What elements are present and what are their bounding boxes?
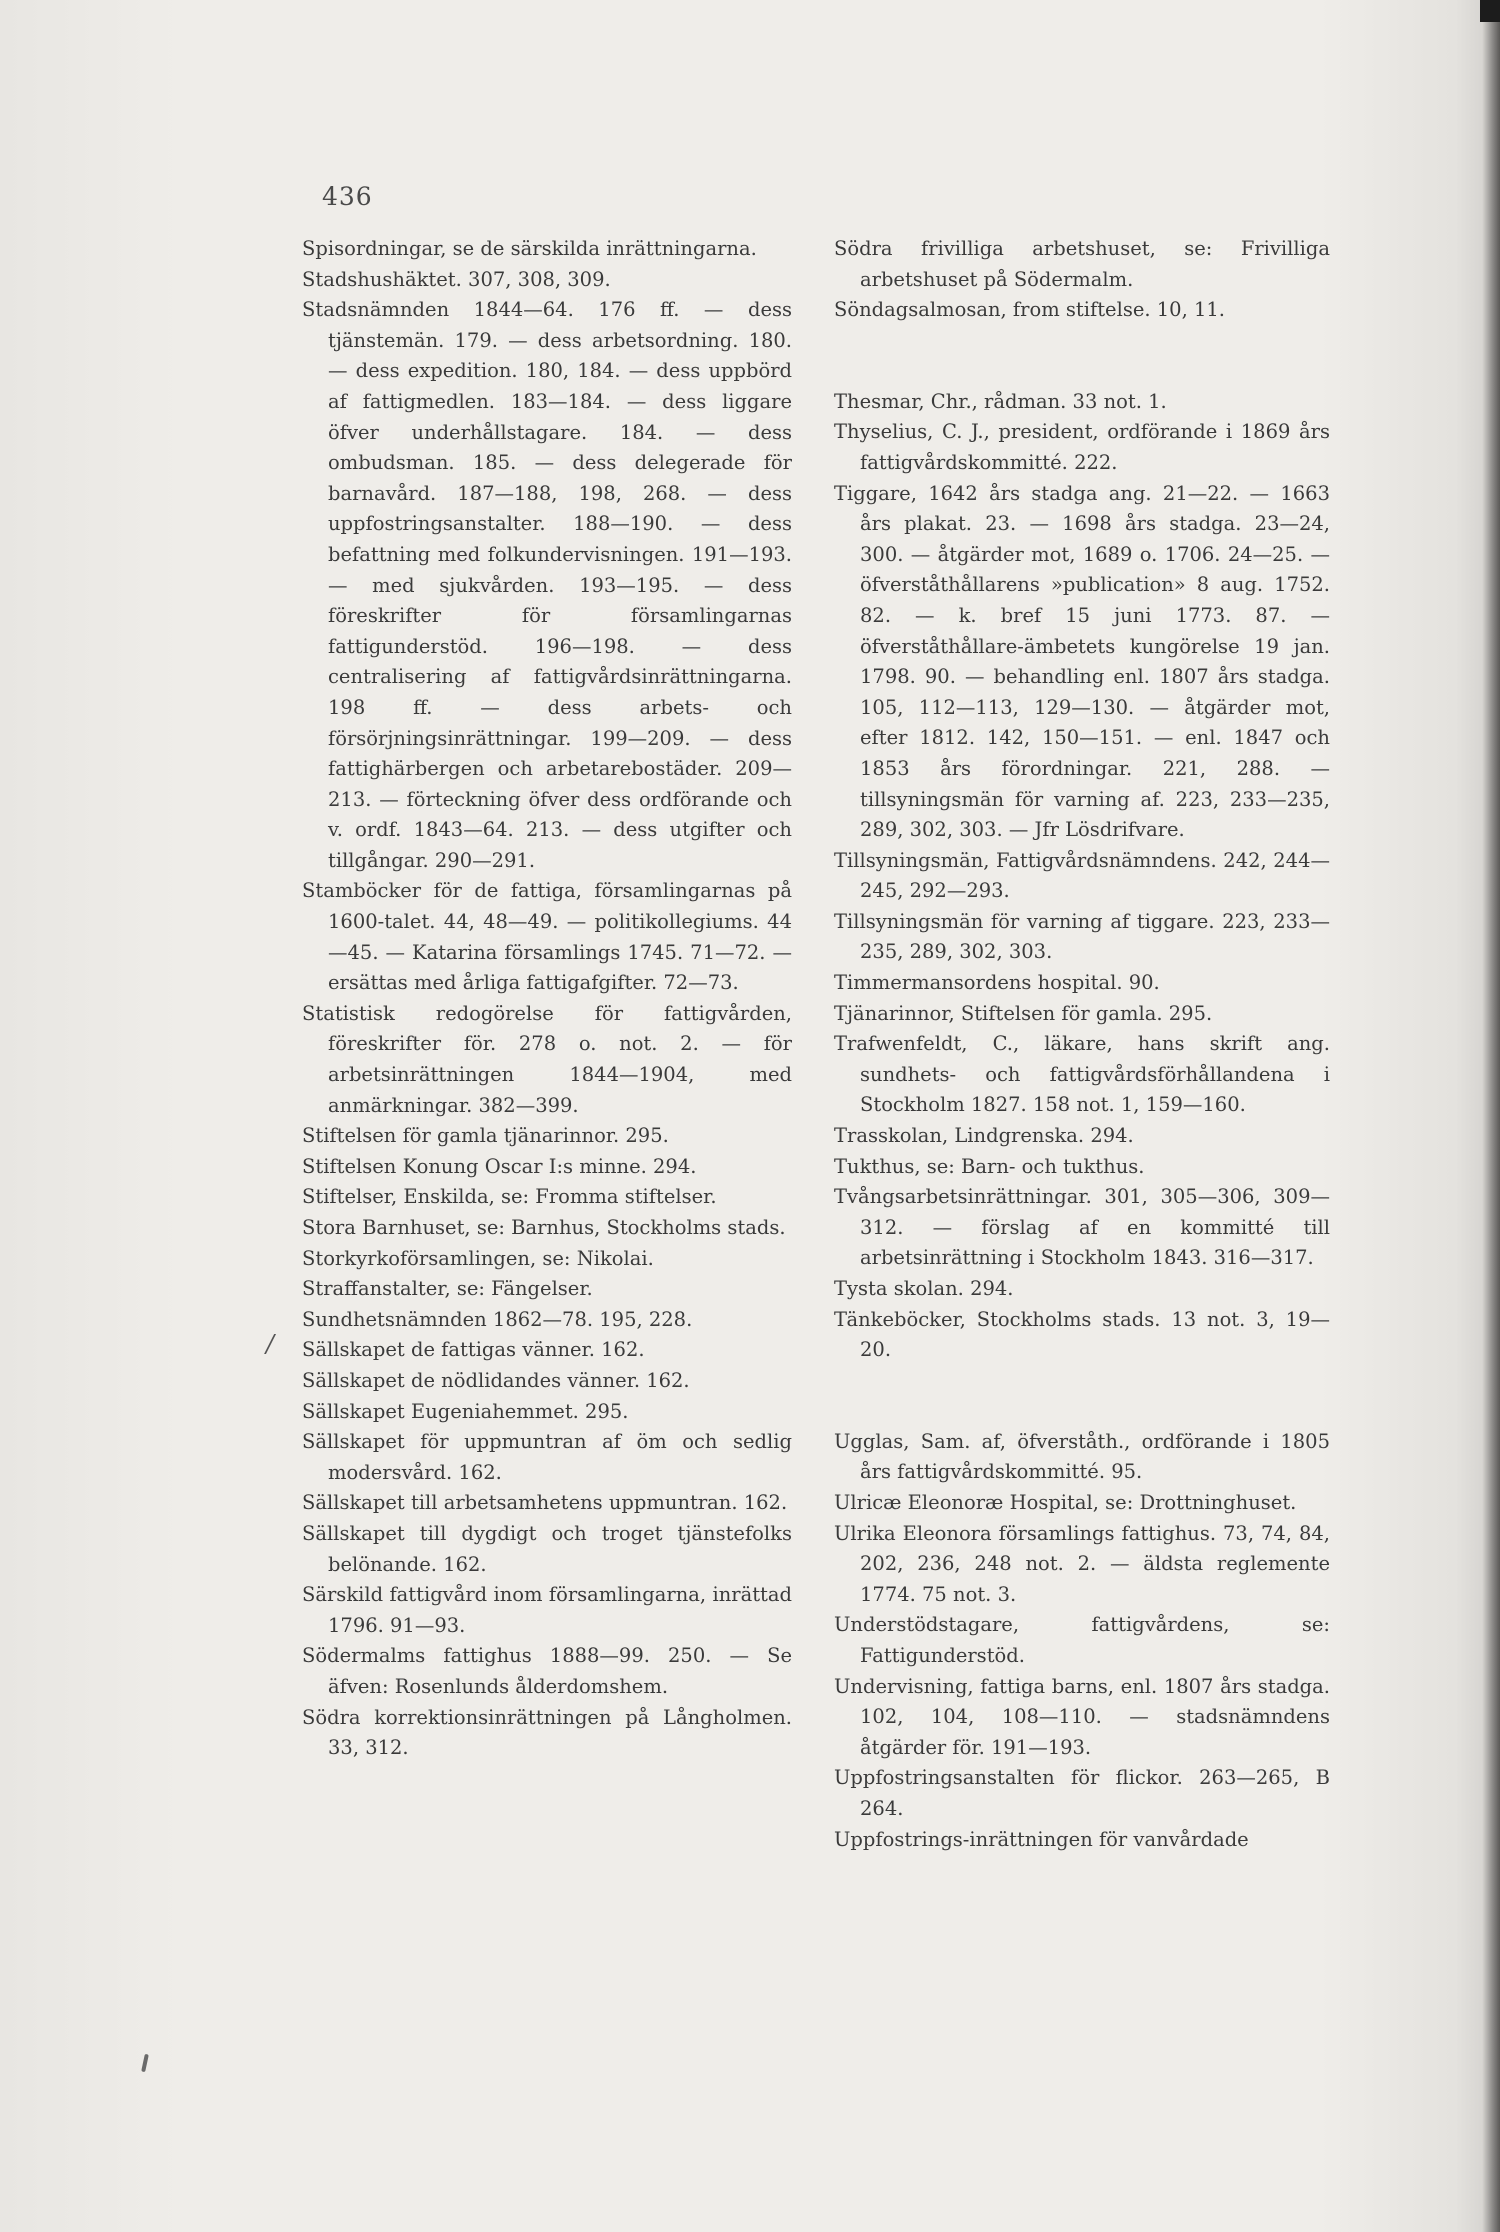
index-entry: Södra korrektionsinrättningen på Långholmen. 33, 312. [302, 1705, 792, 1760]
index-entry: Stiftelsen för gamla tjänarinnor. 295. [302, 1124, 669, 1148]
index-entry: Storkyrkoförsamlingen, se: Nikolai. [302, 1246, 654, 1270]
index-entry: Understödstagare, fattigvårdens, se: Fattigunderstöd. [834, 1613, 1330, 1667]
index-entry: Trafwenfeldt, C., läkare, hans skrift ang. sundhets- och fattigvårdsförhållandena i Stockholm 1827. 158 not. 1, 159—160. [834, 1032, 1330, 1117]
index-entry: Uppfostringsanstalten för flickor. 263—265, B 264. [834, 1766, 1330, 1820]
index-entry: Stiftelser, Enskilda, se: Fromma stiftelser. [302, 1185, 717, 1209]
index-entry: Statistisk redogörelse för fattigvården, föreskrifter för. 278 o. not. 2. — för arbetsinrättningen 1844—1904, med anmärkningar. 382—399. [302, 1001, 792, 1117]
index-entry: Söndagsalmosan, from stiftelse. 10, 11. [834, 298, 1225, 322]
index-entry: Stadshushäktet. 307, 308, 309. [302, 267, 611, 291]
index-entry: Tysta skolan. 294. [834, 1277, 1014, 1300]
index-entry: Sällskapet till arbetsamhetens uppmuntran. 162. [302, 1491, 788, 1515]
index-column-right [834, 234, 1330, 1855]
index-entry: Ugglas, Sam. af, öfverståth., ordförande i 1805 års fattigvårdskommitté. 95. [834, 1429, 1330, 1484]
page-edge-shadow [1482, 0, 1500, 2232]
index-entry: Sundhetsnämnden 1862—78. 195, 228. [302, 1307, 693, 1331]
index-entry: Tänkeböcker, Stockholms stads. 13 not. 3, 19—20. [834, 1307, 1330, 1362]
index-entry: Trasskolan, Lindgrenska. 294. [834, 1124, 1134, 1148]
index-entry: Särskild fattigvård inom församlingarna, inrättad 1796. 91—93. [302, 1583, 792, 1637]
index-entry: Sällskapet de fattigas vänner. 162. [302, 1338, 645, 1362]
index-entry: Thyselius, C. J., president, ordförande i 1869 års fattigvårdskommitté. 222. [834, 420, 1330, 474]
index-column-left [302, 234, 792, 1764]
index-entry: Sällskapet för uppmuntran af öm och sedlig modersvård. 162. [302, 1430, 792, 1484]
index-entry: Uppfostrings-inrättningen för vanvårdade [834, 1827, 1249, 1851]
ink-speck [141, 2054, 149, 2072]
page-number: 436 [322, 182, 373, 211]
index-entry: Sällskapet till dygdigt och troget tjänstefolks belönande. 162. [302, 1521, 792, 1576]
index-entry: Tillsyningsmän, Fattigvårdsnämndens. 242, 244—245, 292—293. [834, 848, 1330, 903]
index-entry: Ulricæ Eleonoræ Hospital, se: Drottninghuset. [834, 1490, 1297, 1514]
scan-corner [1480, 0, 1500, 22]
index-entry: Sällskapet de nödlidandes vänner. 162. [302, 1368, 690, 1392]
index-entry: Tukthus, se: Barn- och tukthus. [834, 1154, 1145, 1178]
index-entry: Södra frivilliga arbetshuset, se: Frivilliga arbetshuset på Södermalm. [834, 237, 1330, 291]
index-entry: Stiftelsen Konung Oscar I:s minne. 294. [302, 1154, 697, 1178]
index-entry: Stamböcker för de fattiga, församlingarnas på 1600-talet. 44, 48—49. — politikollegiums. 44—45. — Katarina församlings 1745. 71—72. — ersättas med årliga fattigafgifter. 72—73. [302, 879, 792, 995]
index-entry: Tjänarinnor, Stiftelsen för gamla. 295. [834, 1001, 1213, 1025]
index-entry: Tvångsarbetsinrättningar. 301, 305—306, 309—312. — förslag af en kommitté till arbetsinrättning i Stockholm 1843. 316—317. [834, 1185, 1330, 1270]
index-entry: Timmermansordens hospital. 90. [834, 971, 1160, 995]
margin-annotation: / [266, 1330, 275, 1358]
index-entry: Tiggare, 1642 års stadga ang. 21—22. — 1663 års plakat. 23. — 1698 års stadga. 23—24, 300. — åtgärder mot, 1689 o. 1706. 24—25. — öfverståthållarens »publication» 8 aug. 1752. 82. — k. bref 15 juni 1773. 87. — öfverståthållare-ämbetets kungörelse 19 jan. 1798. 90. — behandling enl. 1807 års stadga. 105, 112—113, 129—130. — åtgärder mot, efter 1812. 142, 150—151. — enl. 1847 och 1853 års förordningar. 221, 288. — tillsyningsmän för varning af. 223, 233—235, 289, 302, 303. — Jfr Lösdrifvare. [834, 481, 1330, 842]
index-entry: Tillsyningsmän för varning af tiggare. 223, 233—235, 289, 302, 303. [834, 909, 1330, 964]
index-entry: Spisordningar, se de särskilda inrättningarna. [302, 237, 757, 260]
index-entry: Undervisning, fattiga barns, enl. 1807 års stadga. 102, 104, 108—110. — stadsnämndens åtgärder för. 191—193. [834, 1674, 1330, 1759]
index-entry: Straffanstalter, se: Fängelser. [302, 1277, 593, 1301]
index-entry: Sällskapet Eugeniahemmet. 295. [302, 1399, 629, 1423]
index-entry: Stora Barnhuset, se: Barnhus, Stockholms stads. [302, 1216, 786, 1239]
index-entry: Thesmar, Chr., rådman. 33 not. 1. [834, 389, 1167, 413]
index-entry: Stadsnämnden 1844—64. 176 ff. — dess tjänstemän. 179. — dess arbetsordning. 180. — dess expedition. 180, 184. — dess uppbörd af fattigmedlen. 183—184. — dess liggare öfver underhållstagare. 184. — dess ombudsman. 185. — dess delegerade för barnavård. 187—188, 198, 268. — dess uppfostringsanstalter. 188—190. — dess befattning med folkundervisningen. 191—193. — med sjukvården. 193—195. — dess föreskrifter för församlingarnas fattigunderstöd. 196—198. — dess centralisering af fattigvårdsinrättningarna. 198 ff. — dess arbets- och försörjningsinrättningar. 199—209. — dess fattighärbergen och arbetarebostäder. 209—213. — förteckning öfver dess ordförande och v. ordf. 1843—64. 213. — dess utgifter och tillgångar. 290—291. [302, 298, 792, 872]
index-entry: Ulrika Eleonora församlings fattighus. 73, 74, 84, 202, 236, 248 not. 2. — äldsta reglemente 1774. 75 not. 3. [834, 1521, 1330, 1606]
index-entry: Södermalms fattighus 1888—99. 250. — Se äfven: Rosenlunds ålderdomshem. [302, 1644, 792, 1698]
